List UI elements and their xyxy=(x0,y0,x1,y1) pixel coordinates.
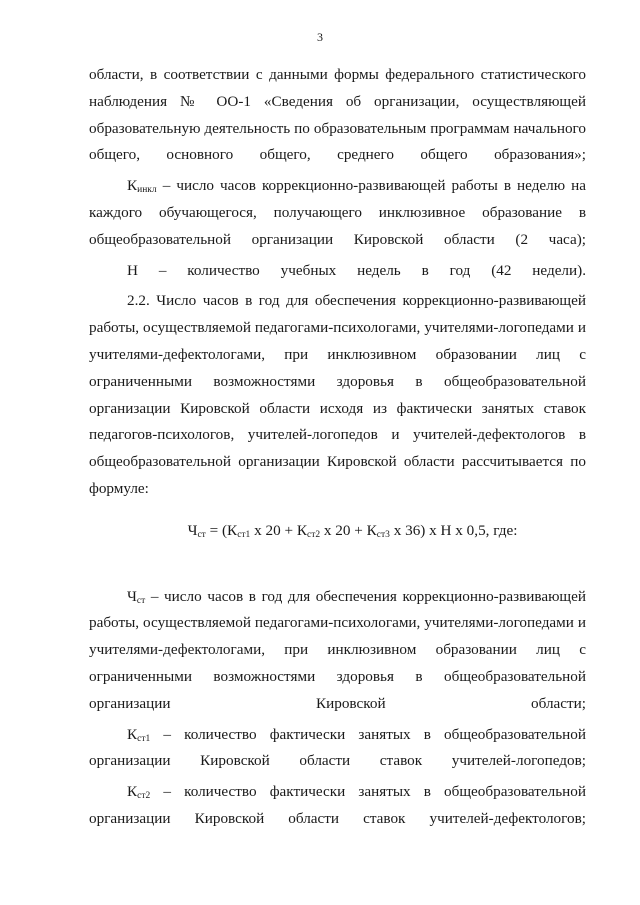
definition-text: – число часов в год для обеспечения коррекционно-развивающей работы, осуществляемой педагогами-психологами, учителями-логопедами и учителями-дефектологами, при инклюзивном образовании лиц с ограниченными возможностями здоровья в общеобразовательной организации Кировской области; xyxy=(89,587,586,712)
paragraph-continuation: области, в соответствии с данными формы федерального статистического наблюдения № ОО-1 «Сведения об организации, осуществляющей образовательную деятельность по образовательным программам начального общего, основного общего, среднего общего образования»; xyxy=(89,66,586,164)
symbol-k: К xyxy=(127,783,138,801)
definition-text: – количество фактически занятых в общеобразовательной организации Кировской области ставок учителей-дефектологов; xyxy=(89,783,586,827)
paragraph-k-st1 xyxy=(89,722,586,776)
symbol-subscript: ст xyxy=(136,595,146,606)
definition-text: – количество фактически занятых в общеобразовательной организации Кировской области ставок учителей-логопедов; xyxy=(89,725,586,770)
paragraph-k-st2 xyxy=(89,779,586,833)
paragraph-ch-st xyxy=(89,584,586,718)
formula: $Ч_{ст} = (К_{ст1}$ х $20 + К_{ст2}$ х $20 + К_{ст3}$ х 36) х Н х 0,5, где: xyxy=(187,521,518,540)
symbol-k: К xyxy=(127,725,138,743)
symbol-subscript: инкл xyxy=(137,185,157,196)
symbol-subscript: ст2 xyxy=(137,791,151,802)
symbol-subscript: ст1 xyxy=(137,733,151,744)
symbol-ch: Ч xyxy=(127,587,137,605)
paragraph-k-inkl xyxy=(89,173,586,253)
definition-text: – число часов коррекционно-развивающей работы в неделю на каждого обучающегося, получающего инклюзивное образование в общеобразовательной организации Кировской области (2 часа); xyxy=(89,177,586,248)
paragraph-2-2: 2.2. Число часов в год для обеспечения коррекционно-развивающей работы, осуществляемой педагогами-психологами, учителями-логопедами и учителями-дефектологами, при инклюзивном образовании лиц с ограниченными возможностями здоровья в общеобразовательной организации Кировской области исходя из фактически занятых ставок педагогов-психологов, учителей-логопедов и учителей-дефектологов в общеобразовательной организации Кировской области рассчитывается по формуле: xyxy=(89,292,586,497)
page-number: 3 xyxy=(317,30,323,44)
symbol-k: К xyxy=(127,177,138,195)
paragraph-weeks: Н – количество учебных недель в год (42 недели). xyxy=(127,261,586,279)
document-body xyxy=(89,62,586,833)
